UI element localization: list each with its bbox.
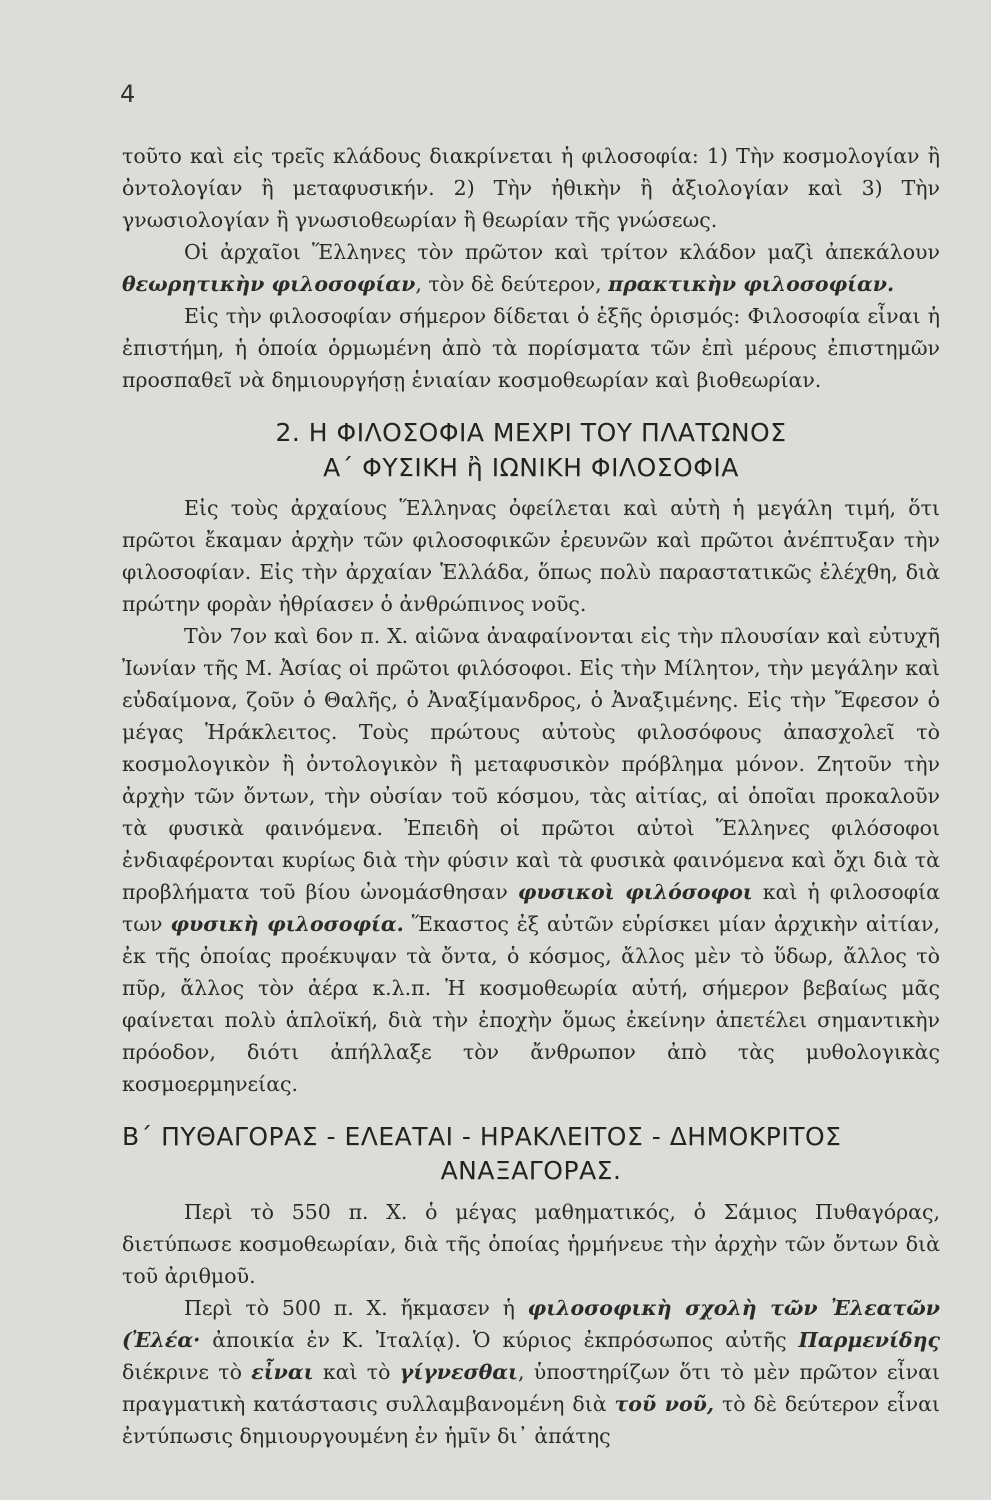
emphasis-text: Παρμενίδης (798, 1328, 940, 1352)
emphasis-text: θεωρητικὴν φιλοσοφίαν (122, 272, 416, 296)
paragraph-text: ἀποικία ἐν Κ. Ἰταλίᾳ). Ὁ κύριος ἐκπρόσωπος αὐτῆς (200, 1328, 799, 1352)
paragraph-text: Περὶ τὸ 550 π. Χ. ὁ μέγας μαθηματικός, ὁ Σάμιος Πυθαγόρας, διετύπωσε κοσμοθεωρίαν, διὰ τῆς ὁποίας ἡρμήνευε τὴν ἀρχὴν τῶν ὄντων διὰ τοῦ ἀριθμοῦ. (122, 1200, 940, 1288)
paragraph-ancient-greeks (122, 236, 940, 300)
emphasis-text: φυσικοὶ φιλόσοφοι (517, 880, 753, 904)
paragraph-definition (122, 300, 940, 396)
section-heading: 2. Η ΦΙΛΟΣΟΦΙΑ ΜΕΧΡΙ ΤΟΥ ΠΛΑΤΩΝΟΣ (275, 418, 787, 447)
subsection-heading-b (122, 1120, 940, 1188)
paragraph-text: τοῦτο καὶ εἰς τρεῖς κλάδους διακρίνεται ἡ φιλοσοφία: 1) Τὴν κοσμολογίαν ἢ ὀντολογίαν ἢ μεταφυσικήν. 2) Τὴν ἠθικὴν ἢ ἀξιολογίαν καὶ 3) Τὴν γνωσιολογίαν ἢ γνωσιοθεωρίαν ἢ θεωρίαν τῆς γνώσεως. (122, 144, 940, 232)
emphasis-text: πρακτικὴν φιλοσοφίαν. (608, 272, 895, 296)
heading-line: Β΄ ΠΥΘΑΓΟΡΑΣ - ΕΛΕΑΤΑΙ - ΗΡΑΚΛΕΙΤΟΣ - ΔΗΜΟΚΡΙΤΟΣ (122, 1122, 842, 1151)
paragraph-pythagoras (122, 1196, 940, 1292)
paragraph-text: , ὑποστηρίζων ὅτι τὸ μὲν πρῶτον εἶναι πραγματικὴ κατάστασις συλλαμβανομένη διὰ (122, 1360, 940, 1416)
paragraph-branches (122, 140, 940, 236)
emphasis-text: γίγνεσθαι (399, 1360, 518, 1384)
paragraph-ionia (122, 620, 940, 1100)
emphasis-text: φυσικὴ φιλοσοφία. (170, 912, 404, 936)
paragraph-text: καὶ ἡ φιλοσοφία των (122, 880, 940, 936)
paragraph-text: τὸ δὲ δεύτερον εἶναι ἐντύπωσις δημιουργουμένη ἐν ἡμῖν δι᾽ ἀπάτης (122, 1392, 940, 1448)
paragraph-eleatics (122, 1292, 940, 1452)
paragraph-text: Εἰς τοὺς ἀρχαίους Ἕλληνας ὀφείλεται καὶ αὐτὴ ἡ μεγάλη τιμή, ὅτι πρῶτοι ἔκαμαν ἀρχὴν τῶν φιλοσοφικῶν ἐρευνῶν καὶ πρῶτοι ἀνέπτυξαν τὴν φιλοσοφίαν. Εἰς τὴν ἀρχαίαν Ἑλλάδα, ὅπως πολὺ παραστατικῶς ἐλέχθη, διὰ πρώτην φορὰν ἠθρίασεν ὁ ἀνθρώπινος νοῦς. (122, 496, 940, 616)
page-body (122, 140, 940, 1452)
page-number: 4 (120, 80, 136, 108)
emphasis-text: εἶναι (251, 1360, 314, 1384)
heading-line: ΑΝΑΞΑΓΟΡΑΣ. (440, 1156, 622, 1185)
paragraph-text: Εἰς τὴν φιλοσοφίαν σήμερον δίδεται ὁ ἑξῆς ὁρισμός: Φιλοσοφία εἶναι ἡ ἐπιστήμη, ἡ ὁποία ὁρμωμένη ἀπὸ τὰ πορίσματα τῶν ἐπὶ μέρους ἐπιστημῶν προσπαθεῖ νὰ δημιουργήσῃ ἑνιαίαν κοσμοθεωρίαν καὶ βιοθεωρίαν. (122, 304, 940, 392)
paragraph-text: Περὶ τὸ 500 π. Χ. ἤκμασεν ἡ (184, 1296, 528, 1320)
emphasis-text: φιλοσοφικὴ σχολὴ τῶν Ἐλεατῶν (Ἐλέα· (122, 1296, 940, 1352)
paragraph-honor (122, 492, 940, 620)
paragraph-text: καὶ τὸ (313, 1360, 400, 1384)
paragraph-text: διέκρινε τὸ (122, 1360, 252, 1384)
paragraph-text: , τὸν δὲ δεύτερον, (415, 272, 609, 296)
paragraph-text: Τὸν 7ον καὶ 6ον π. Χ. αἰῶνα ἀναφαίνονται εἰς τὴν πλουσίαν καὶ εὐτυχῆ Ἰωνίαν τῆς Μ. Ἀσίας οἱ πρῶτοι φιλόσοφοι. Εἰς τὴν Μίλητον, τὴν μεγάλην καὶ εὐδαίμονα, ζοῦν ὁ Θαλῆς, ὁ Ἀναξίμανδρος, ὁ Ἀναξιμένης. Εἰς τὴν Ἔφεσον ὁ μέγας Ἡράκλειτος. Τοὺς πρώτους αὐτοὺς φιλοσόφους ἀπασχολεῖ τὸ κοσμολογικὸν ἢ ὀντολογικὸν ἢ μεταφυσικὸν πρόβλημα μόνον. Ζητοῦν τὴν ἀρχὴν τῶν ὄντων, τὴν οὐσίαν τοῦ κόσμου, τὰς αἰτίας, αἱ ὁποῖαι προκαλοῦν τὰ φυσικὰ φαινόμενα. Ἐπειδὴ οἱ πρῶτοι αὐτοὶ Ἕλληνες φιλόσοφοι ἐνδιαφέρονται κυρίως διὰ τὴν φύσιν καὶ τὰ φυσικὰ φαινόμενα καὶ ὄχι διὰ τὰ προβλήματα τοῦ βίου ὠνομάσθησαν (122, 624, 940, 904)
paragraph-text: Οἱ ἀρχαῖοι Ἕλληνες τὸν πρῶτον καὶ τρίτον κλάδον μαζὶ ἀπεκάλουν (184, 240, 940, 264)
paragraph-text: Ἕκαστος ἐξ αὐτῶν εὑρίσκει μίαν ἀρχικὴν αἰτίαν, ἐκ τῆς ὁποίας προέκυψαν τὰ ὄντα, ὁ κόσμος, ἄλλος μὲν τὸ ὕδωρ, ἄλλος τὸ πῦρ, ἄλλος τὸν ἀέρα κ.λ.π. Ἡ κοσμοθεωρία αὐτή, σήμερον βεβαίως μᾶς φαίνεται πολὺ ἁπλοϊκή, διὰ τὴν ἐποχὴν ὅμως ἐκείνην ἀπετέλει σημαντικὴν πρόοδον, διότι ἀπήλλαξε τὸν ἄνθρωπον ἀπὸ τὰς μυθολογικὰς κοσμοερμηνείας. (122, 912, 940, 1096)
subsection-heading-a: Α΄ ΦΥΣΙΚΗ ἢ ΙΩΝΙΚΗ ΦΙΛΟΣΟΦΙΑ (323, 453, 739, 482)
emphasis-text: τοῦ νοῦ, (614, 1392, 715, 1416)
